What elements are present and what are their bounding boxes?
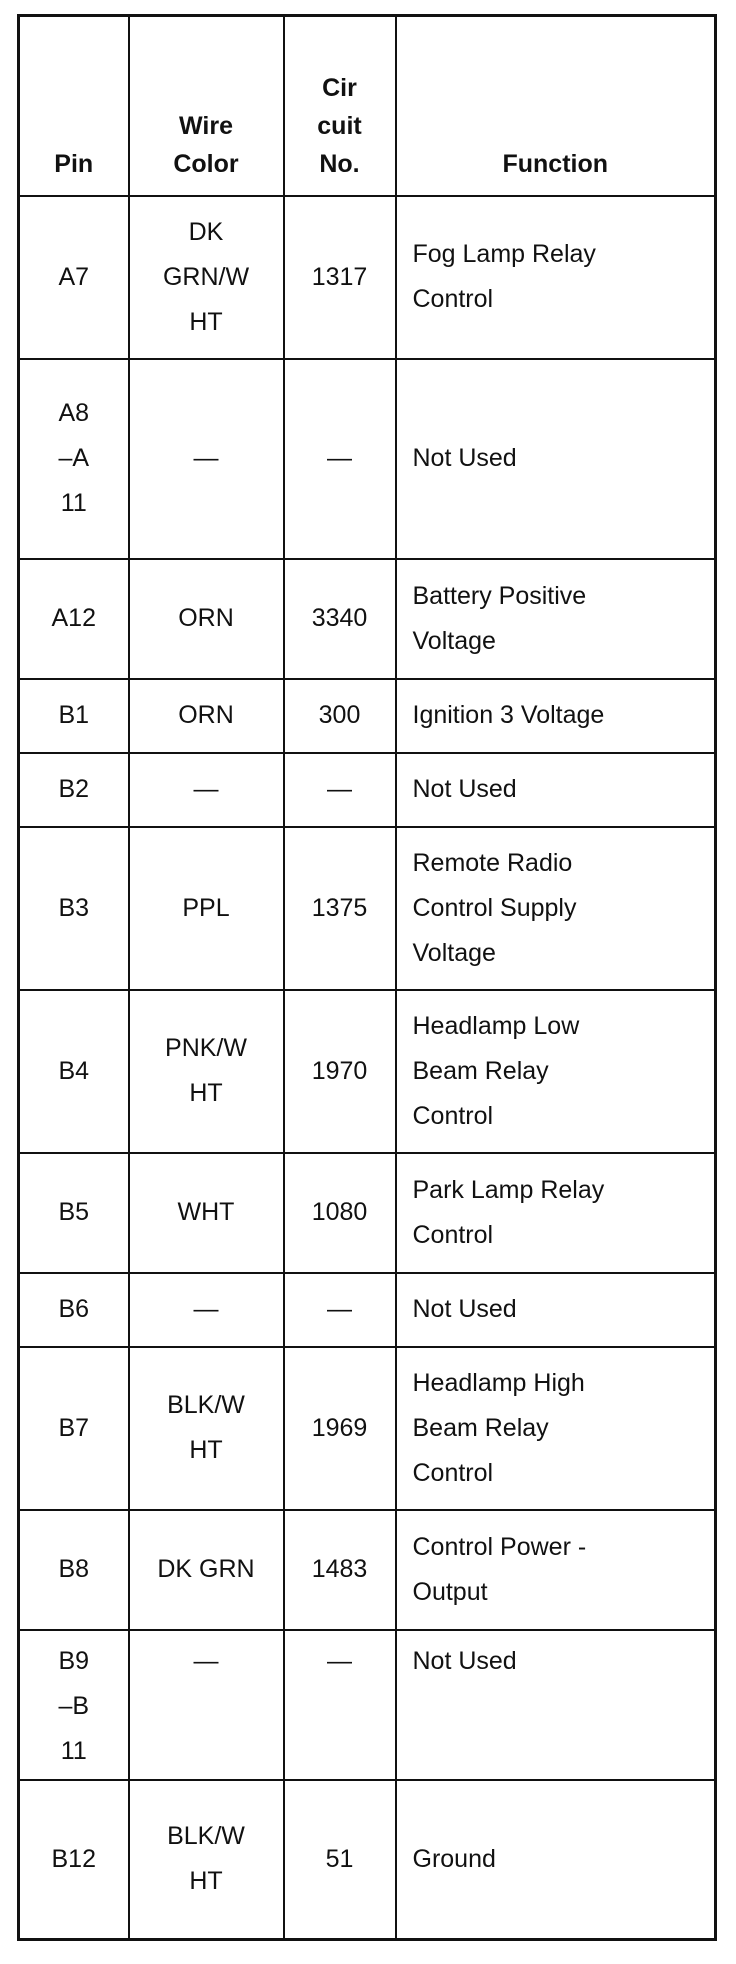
pin-cell: B4 [19, 990, 129, 1153]
wire-color-cell: BLK/W HT [129, 1780, 284, 1940]
function-cell: Ignition 3 Voltage [396, 679, 716, 753]
function-cell: Not Used [396, 753, 716, 827]
pin-cell: B8 [19, 1510, 129, 1630]
circuit-no-cell: — [284, 1273, 396, 1347]
wire-color-cell: WHT [129, 1153, 284, 1273]
header-row [19, 16, 716, 196]
header-circuit-no: Cir cuit No. [284, 16, 396, 196]
connector-pinout-table [17, 14, 717, 1941]
wire-color-cell: PNK/W HT [129, 990, 284, 1153]
pin-cell: B2 [19, 753, 129, 827]
wire-color-cell: ORN [129, 559, 284, 679]
circuit-no-cell: 51 [284, 1780, 396, 1940]
wire-color-cell: — [129, 1273, 284, 1347]
function-cell: Not Used [396, 1273, 716, 1347]
table-row [19, 679, 716, 753]
pin-cell: A7 [19, 196, 129, 359]
circuit-no-cell: 1080 [284, 1153, 396, 1273]
function-cell: Fog Lamp Relay Control [396, 196, 716, 359]
header-wire-color: Wire Color [129, 16, 284, 196]
table-row [19, 359, 716, 559]
table-row [19, 559, 716, 679]
wire-color-cell: ORN [129, 679, 284, 753]
function-cell: Ground [396, 1780, 716, 1940]
circuit-no-cell: 300 [284, 679, 396, 753]
function-cell: Headlamp Low Beam Relay Control [396, 990, 716, 1153]
wire-color-cell: — [129, 1630, 284, 1780]
circuit-no-cell: 1969 [284, 1347, 396, 1510]
function-cell: Not Used [396, 1630, 716, 1780]
function-cell: Control Power - Output [396, 1510, 716, 1630]
table-row [19, 753, 716, 827]
function-cell: Not Used [396, 359, 716, 559]
circuit-no-cell: 1483 [284, 1510, 396, 1630]
pin-cell: B9 –B 11 [19, 1630, 129, 1780]
circuit-no-cell: 1317 [284, 196, 396, 359]
circuit-no-cell: — [284, 753, 396, 827]
function-cell: Park Lamp Relay Control [396, 1153, 716, 1273]
pin-cell: A8 –A 11 [19, 359, 129, 559]
wire-color-cell: PPL [129, 827, 284, 990]
wire-color-cell: DK GRN/W HT [129, 196, 284, 359]
function-cell: Battery Positive Voltage [396, 559, 716, 679]
pin-cell: B7 [19, 1347, 129, 1510]
pin-cell: B12 [19, 1780, 129, 1940]
header-function: Function [396, 16, 716, 196]
circuit-no-cell: — [284, 1630, 396, 1780]
pin-cell: A12 [19, 559, 129, 679]
wire-color-cell: BLK/W HT [129, 1347, 284, 1510]
circuit-no-cell: 1375 [284, 827, 396, 990]
circuit-no-cell: — [284, 359, 396, 559]
header-pin: Pin [19, 16, 129, 196]
function-cell: Headlamp High Beam Relay Control [396, 1347, 716, 1510]
pin-cell: B3 [19, 827, 129, 990]
table-row [19, 1273, 716, 1347]
table-row [19, 1347, 716, 1510]
circuit-no-cell: 3340 [284, 559, 396, 679]
table-row [19, 1630, 716, 1780]
table-row [19, 1153, 716, 1273]
pin-cell: B6 [19, 1273, 129, 1347]
table-row [19, 990, 716, 1153]
circuit-no-cell: 1970 [284, 990, 396, 1153]
wire-color-cell: — [129, 753, 284, 827]
table-body [19, 196, 716, 1940]
table-row [19, 1780, 716, 1940]
wire-color-cell: DK GRN [129, 1510, 284, 1630]
wire-color-cell: — [129, 359, 284, 559]
table-row [19, 196, 716, 359]
pin-cell: B5 [19, 1153, 129, 1273]
table-row [19, 827, 716, 990]
pin-cell: B1 [19, 679, 129, 753]
function-cell: Remote Radio Control Supply Voltage [396, 827, 716, 990]
table-row [19, 1510, 716, 1630]
